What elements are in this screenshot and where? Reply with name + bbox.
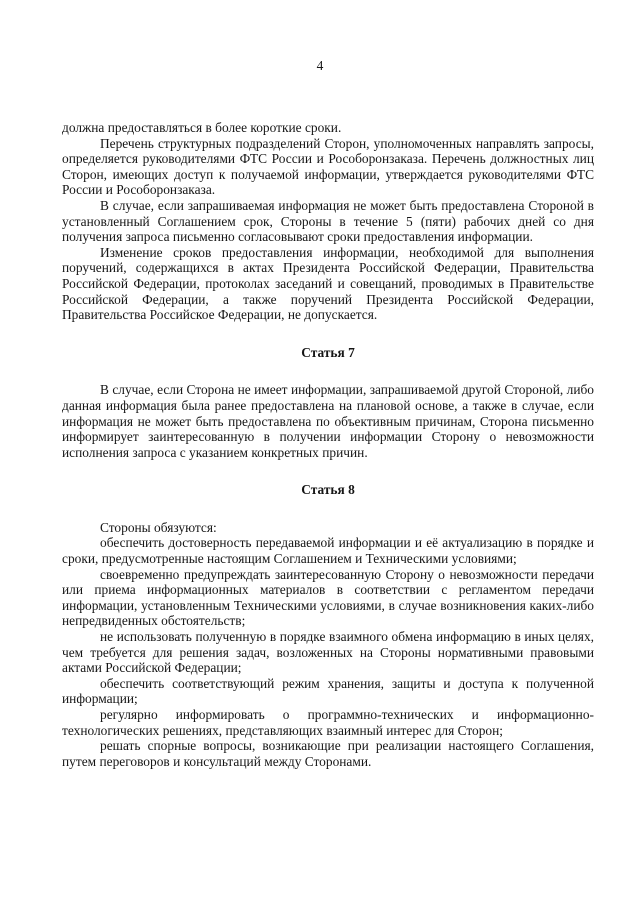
article-8-heading: Статья 8 <box>301 482 355 498</box>
paragraph-deadline-agreement: В случае, если запрашиваемая информация не может быть предоставлена Стороной в установленный Соглашением срок, Стороны в течение 5 (пяти) рабочих дней со дня получения запроса письменно согласовывают сроки предоставления информации. <box>62 197 594 245</box>
paragraph-continuation: должна предоставляться в более короткие сроки. <box>62 120 342 135</box>
article-8-item: своевременно предупреждать заинтересованную Сторону о невозможности передачи или приема информационных материалов в соответствии с регламентом передачи информации, установленным Техническими условиями, в случае возникновения каких-либо непредвиденных обстоятельств; <box>62 566 594 629</box>
paragraph-deadline-change: Изменение сроков предоставления информации, необходимой для выполнения поручений, содержащихся в актах Президента Российской Федерации, Правительства Российской Федерации, протоколах заседаний и совещаний, проводимых в Правительстве Российской Федерации, а также поручений Президента Российской Федерации, Правительства Российское Федерации, не допускается. <box>62 244 594 323</box>
article-8-item: обеспечить соответствующий режим хранения, защиты и доступа к полученной информации; <box>62 675 594 707</box>
article-7-text: В случае, если Сторона не имеет информации, запрашиваемой другой Стороной, либо данная информация была ранее предоставлена на плановой основе, а также в случае, если информация не может быть предоставлена по объективным причинам, Сторона письменно информирует заинтересованную в получении информации Сторону о невозможности исполнения запроса с указанием конкретных причин. <box>62 382 594 460</box>
document-body <box>62 120 594 769</box>
article-8-intro: Стороны обязуются: <box>100 519 217 535</box>
article-8-item: решать спорные вопросы, возникающие при реализации настоящего Соглашения, путем переговоров и консультаций между Сторонами. <box>62 738 594 769</box>
article-8-item: обеспечить достоверность передаваемой информации и её актуализацию в порядке и сроки, предусмотренные настоящим Соглашением и Техническими условиями; <box>62 535 594 567</box>
paragraph-structural-units: Перечень структурных подразделений Сторон, уполномоченных направлять запросы, определяется руководителями ФТС России и Рособоронзаказа. Перечень должностных лиц Сторон, имеющих доступ к получаемой информации, утверждается руководителями ФТС России и Рособоронзаказа. <box>62 135 594 198</box>
article-8-item: не использовать полученную в порядке взаимного обмена информацию в иных целях, чем требуется для решения задач, возложенных на Стороны нормативными правовыми актами Российской Федерации; <box>62 629 594 676</box>
article-8-item: регулярно информировать о программно-технических и информационно-технологических решениях, представляющих взаимный интерес для Сторон; <box>62 707 594 738</box>
article-7-heading: Статья 7 <box>301 344 355 360</box>
page-number: 4 <box>316 58 324 73</box>
